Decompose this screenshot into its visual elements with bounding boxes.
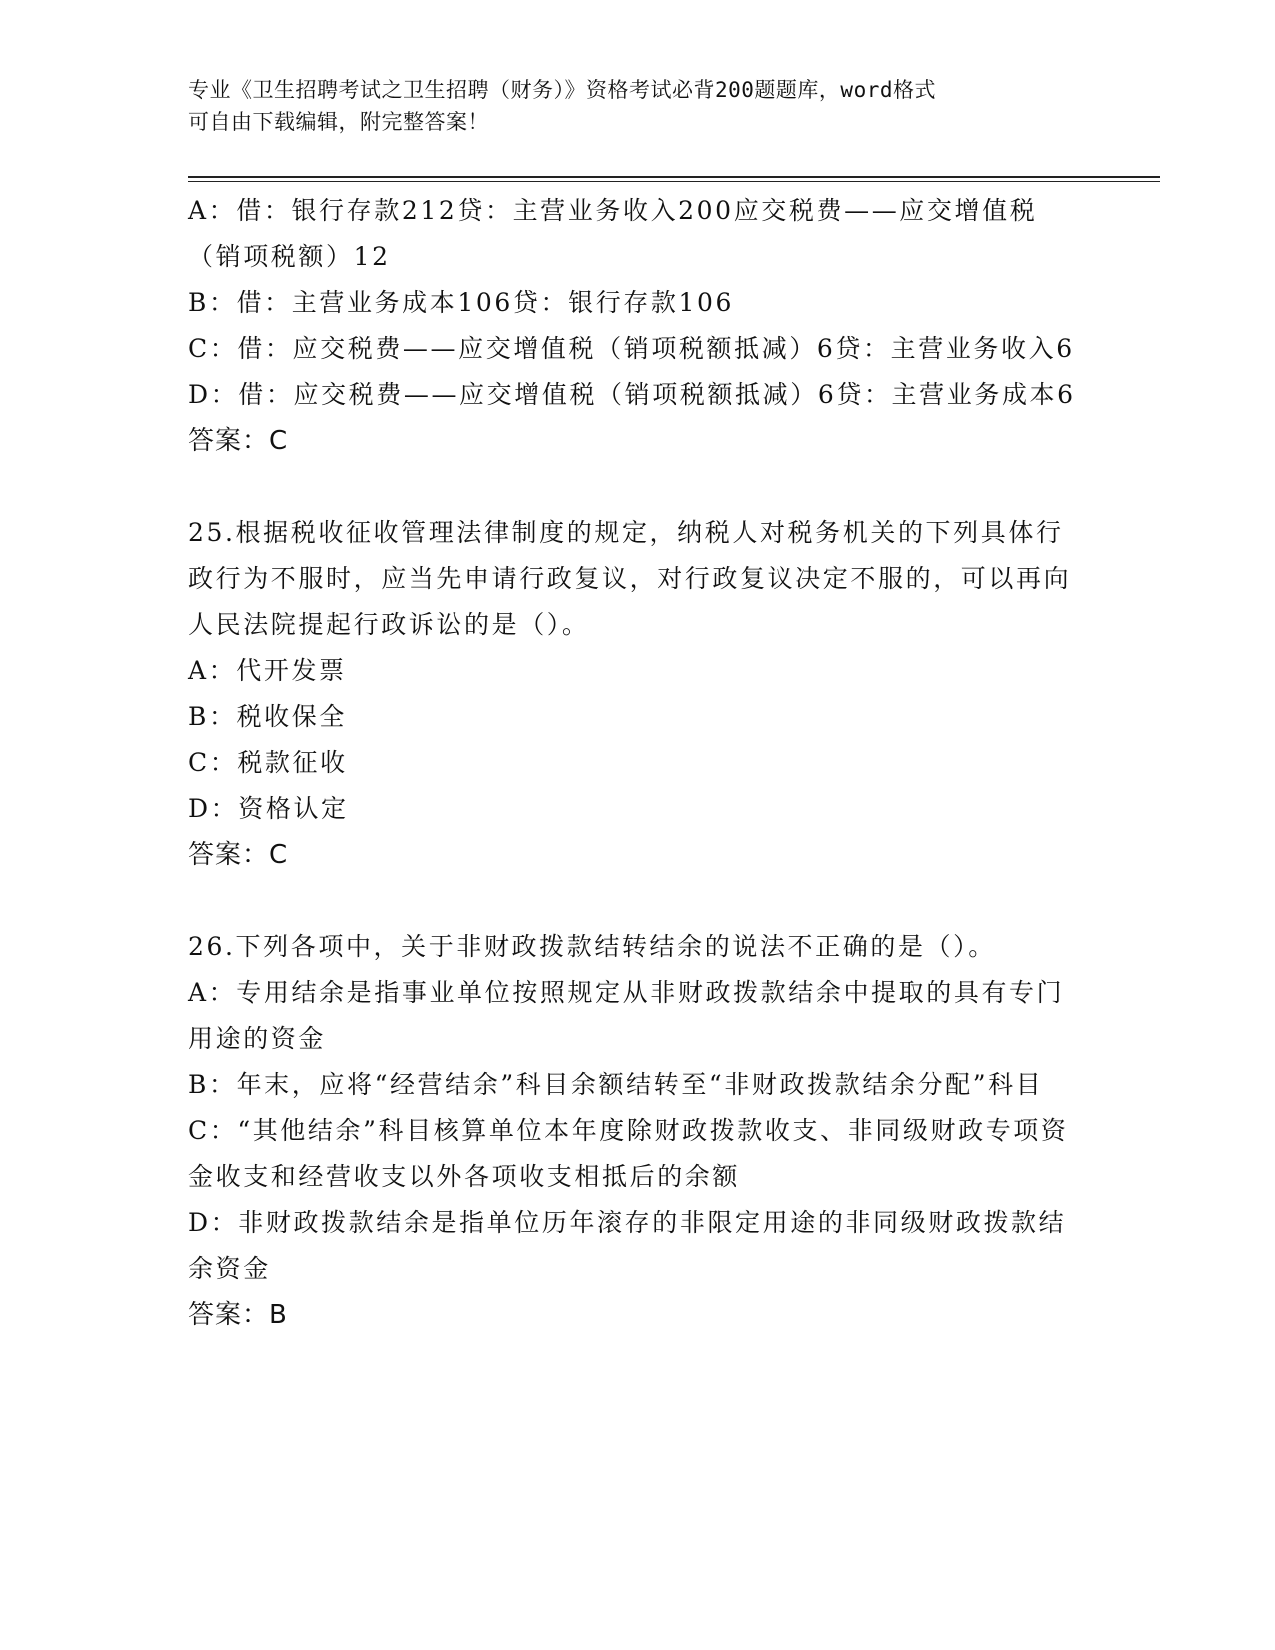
q24-option-d: D：借：应交税费——应交增值税（销项税额抵减）6贷：主营业务成本6 — [188, 380, 1076, 409]
spacer — [188, 878, 1078, 924]
question-24-block — [188, 188, 1078, 464]
question-25-block — [188, 510, 1078, 878]
document-header — [188, 74, 1068, 138]
spacer — [188, 464, 1078, 510]
question-26-block — [188, 924, 1078, 1338]
q24-option-c: C：借：应交税费——应交增值税（销项税额抵减）6贷：主营业务收入6 — [188, 334, 1075, 363]
q26-answer: 答案：B — [188, 1300, 288, 1330]
q25-option-b: B：税收保全 — [188, 702, 347, 731]
q26-question: 26.下列各项中，关于非财政拨款结转结余的说法不正确的是（）。 — [188, 932, 996, 961]
q25-answer: 答案：C — [188, 840, 289, 870]
header-line-1: 专业《卫生招聘考试之卫生招聘（财务）》资格考试必背200题题库，word格式 — [188, 78, 936, 102]
q26-option-b: B：年末，应将“经营结余”科目余额结转至“非财政拨款结余分配”科目 — [188, 1070, 1044, 1099]
header-line-2: 可自由下载编辑，附完整答案！ — [188, 110, 489, 134]
q24-option-b: B：借：主营业务成本106贷：银行存款106 — [188, 288, 735, 317]
header-divider-thin — [188, 181, 1160, 182]
q26-option-a: A：专用结余是指事业单位按照规定从非财政拨款结余中提取的具有专门用途的资金 — [188, 978, 1065, 1053]
header-divider-thick — [188, 176, 1160, 178]
q25-question: 25.根据税收征收管理法律制度的规定，纳税人对税务机关的下列具体行政行为不服时，应当先申请行政复议，对行政复议决定不服的，可以再向人民法院提起行政诉讼的是（）。 — [188, 518, 1072, 639]
question-list — [188, 188, 1078, 1338]
q25-option-c: C：税款征收 — [188, 748, 348, 777]
q25-option-a: A：代开发票 — [188, 656, 347, 685]
q26-option-d: D：非财政拨款结余是指单位历年滚存的非限定用途的非同级财政拨款结余资金 — [188, 1208, 1067, 1283]
q24-answer: 答案：C — [188, 426, 289, 456]
q26-option-c: C：“其他结余”科目核算单位本年度除财政拨款收支、非同级财政专项资金收支和经营收支以外各项收支相抵后的余额 — [188, 1116, 1069, 1191]
q25-option-d: D：资格认定 — [188, 794, 349, 823]
q24-option-a: A：借：银行存款212贷：主营业务收入200应交税费——应交增值税（销项税额）12 — [188, 196, 1038, 271]
